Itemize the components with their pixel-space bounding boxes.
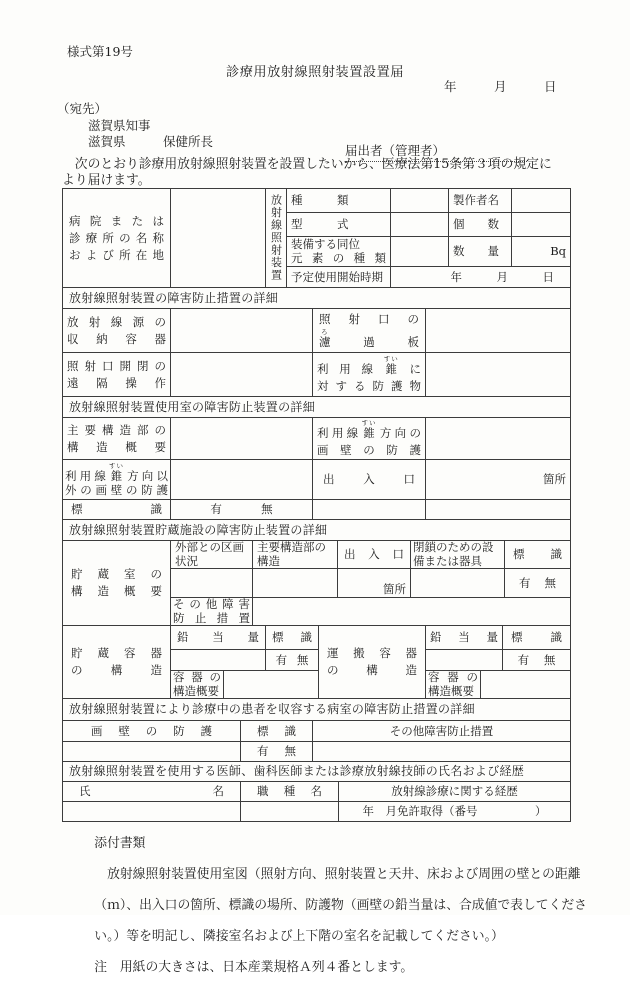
storage-sign-label-cell [505,541,571,569]
transport-yes-no: 有 無 [517,652,556,667]
closure-value-cell [411,569,505,598]
ward-wall-label: 画 壁 の 防 護 [91,723,212,738]
addressee-health-center: 滋賀県 保健所長 [88,134,214,149]
isotope-label: 装備する同位 元 素 の 種 類 [291,237,386,265]
ward-other-label-cell [313,721,571,742]
storage-structure-label-cell [253,541,338,569]
cone-shield-ruby: 錐すい [383,354,399,376]
room-sign-value-cell [171,500,313,520]
filter-label-cell [313,309,426,353]
intro-paragraph [62,157,582,188]
room-entrance-label: 出 入 口 [323,472,415,486]
kind-label: 種 類 [291,193,349,207]
transport-lead-label-cell [426,626,503,650]
storage-entrance-value-cell [338,569,411,598]
ward-wall-value-cell [63,742,241,762]
transport-sign-label: 標 識 [511,630,562,644]
main-structure-label-cell [63,418,171,460]
ward-other-label: その他障害防止措置 [389,723,494,738]
storage-container-label-cell [63,626,171,699]
device-vertical-label-cell [266,189,287,288]
filter-value-cell [426,309,571,353]
kind-label-cell [287,189,391,213]
use-room-title: 放射線照射装置使用室の障害防止装置の詳細 [63,397,571,418]
cone-wall-label: 利 用 線 錐すい 方 向 の 画 壁 の 防 護 [317,418,421,457]
count-label-cell [449,213,512,237]
use-room-table [62,396,571,520]
start-value-cell [391,267,571,288]
storage-room-label: 貯 蔵 室 の 構 造 概 要 [71,567,162,598]
partition-value-cell [171,569,253,598]
transport-sign-value-cell [503,650,571,671]
ward-yes-no: 有 無 [257,744,296,758]
room-entrance-unit: 箇所 [543,472,567,486]
device-prevention-title: 放射線照射装置の障害防止措置の詳細 [63,288,571,309]
qty-unit-cell [512,237,571,267]
storage-container-sign-value-cell [266,650,319,671]
paper-size-note: 注 用紙の大きさは、日本産業規格Ａ列４番とします。 [94,959,414,975]
storage-container-label: 貯 蔵 容 器 の 構 造 [71,646,162,677]
facility-label-cell [63,189,171,288]
filter-ruby: 濾ろ [319,327,331,349]
noncone-wall-label: 利 用 線 錐すい 方 向 以 外 の 画 壁 の 防 護 [65,462,168,497]
storage-lead-label: 鉛 当 量 [177,630,259,644]
cone-shield-label-cell [313,353,426,397]
storage-lead-value-cell [171,650,266,671]
remote-value-cell [171,353,313,397]
attachments-title: 添付書類 [94,835,146,851]
staff-license-cell [339,802,571,822]
kind-value-cell [391,189,449,213]
device-prevention-table [62,287,571,397]
source-container-label: 放 射 線 源 の 収 納 容 器 [67,314,166,346]
noncone-wall-value-cell [171,460,313,500]
storage-title: 放射線照射装置貯蔵施設の障害防止装置の詳細 [63,520,571,541]
room-sign-label-cell [63,500,171,520]
transport-overview-label-cell [426,671,481,699]
partition-label: 外部との区画 状況 [175,540,244,568]
intro-line2: より届けます。 [62,172,151,188]
storage-structure-label: 主要構造部の 構造 [257,540,326,568]
transport-overview-label: 容 器 の 構造概要 [428,670,478,698]
addressee-label: （宛先） [57,101,108,116]
transport-container-label-cell [319,626,426,699]
facility-label: 病 院 ま た は 診 療 所 の 名 称 お よ び 所 在 地 [69,213,164,262]
staff-name-value-cell [63,802,241,822]
storage-entrance-label-cell [338,541,411,569]
noncone-wall-ruby: 錐すい [108,462,124,483]
cone-shield-label: 利 用 線 錐すい に 対 す る 防 護 物 [317,354,421,393]
maker-label-cell [449,189,512,213]
storage-sign-yes-no: 有 無 [519,575,556,590]
storage-other-value-cell [253,598,571,626]
start-label: 予定使用開始時期 [291,269,383,284]
page-title: 診療用放射線照射装置設置届 [226,65,404,80]
ward-sign-label: 標 識 [257,723,296,738]
facility-value-cell [171,189,266,288]
date-line: 年 月 日 [444,79,557,94]
attachment-line-1: 放射線照射装置使用室図（照射方向、照射装置と天井、床および周囲の壁との距離 [94,866,581,882]
ward-sign-value-cell [241,742,313,762]
storage-entrance-unit: 箇所 [383,582,406,596]
start-label-cell [287,267,391,288]
attachment-line-3: い。）等を明記し、隣接室名および上下階の室名を記載してください。） [94,928,504,944]
main-structure-label: 主 要 構 造 部 の 構 造 概 要 [67,422,166,454]
isotope-label-cell [287,237,391,267]
footer-notes [78,820,587,991]
model-label: 型 式 [291,217,349,231]
transport-container-label: 運 搬 容 器 の 構 造 [327,646,417,677]
containers-table [62,625,571,699]
storage-lead-label-cell [171,626,266,650]
form-table [62,188,570,822]
room-sign-label: 標 識 [71,502,162,516]
storage-overview-value-cell [224,671,319,699]
count-label: 個 数 [453,217,499,231]
device-vertical-label: 放射線照射装置 [269,194,283,282]
cone-wall-value-cell [426,418,571,460]
room-entrance-value-cell [426,460,571,500]
storage-room-label-cell [63,541,171,626]
model-label-cell [287,213,391,237]
remote-label: 照 射 口 開 閉 の 遠 隔 操 作 [67,358,166,390]
count-value-cell [512,213,571,237]
ward-sign-label-cell [241,721,313,742]
noncone-wall-label-cell [63,460,171,500]
storage-other-label: そ の 他 障 害 防 止 措 置 [173,597,250,625]
qty-label: 数 量 [453,244,499,258]
cone-wall-label-cell [313,418,426,460]
ward-table [62,698,571,762]
storage-container-sign-label-cell [266,626,319,650]
room-entrance-label-cell [313,460,426,500]
closure-label: 閉鎖のための設 備または器具 [413,540,494,568]
filter-label: 照 射 口 の 濾ろ 過 板 [319,311,419,349]
staff-table [62,761,571,822]
transport-overview-value-cell [481,671,571,699]
storage-container-sign-label: 標 識 [272,630,312,644]
maker-value-cell [512,189,571,213]
staff-job-label: 職 種 名 [257,784,322,798]
ward-title: 放射線照射装置により診療中の患者を収容する病室の障害防止措置の詳細 [63,699,571,721]
form-number: 様式第19号 [67,44,133,59]
qty-label-cell [449,237,512,267]
staff-license-note: 年 月免許取得（番号 ） [362,804,547,818]
staff-title: 放射線照射装置を使用する医師、歯科医師または診療放射線技師の氏名および経歴 [63,762,571,782]
storage-container-yes-no: 有 無 [275,652,309,667]
main-structure-value-cell [171,418,313,460]
storage-overview-label: 容 器 の 構造概要 [173,670,221,698]
cone-shield-value-cell [426,353,571,397]
storage-other-label-cell [171,598,253,626]
storage-sign-label: 標 識 [513,547,562,561]
source-container-value-cell [171,309,313,353]
addressee-governor: 滋賀県知事 [88,118,151,133]
ward-wall-label-cell [63,721,241,742]
staff-history-label-cell [339,782,571,802]
isotope-value-cell [391,237,449,267]
staff-job-value-cell [241,802,339,822]
ward-other-value-cell [313,742,571,762]
notifier-label: 届出者（管理者） [345,141,527,162]
storage-facility-table [62,519,571,626]
remote-label-cell [63,353,171,397]
storage-entrance-label: 出 入 口 [344,547,404,561]
closure-label-cell [411,541,505,569]
model-value-cell [391,213,449,237]
storage-overview-label-cell [171,671,224,699]
transport-lead-label: 鉛 当 量 [430,630,498,644]
storage-structure-value-cell [253,569,338,598]
device-info-table [62,188,571,288]
intro-line1: 次のとおり診療用放射線照射装置を設置したいから、医療法第15条第３項の規定に [62,157,552,172]
storage-sign-value-cell [505,569,571,598]
attachment-line-2: （ｍ）、出入口の箇所、標識の場所、防護物（画壁の鉛当量は、合成値で表してくださ [94,897,587,913]
room-sign-yes-no: 有 無 [210,502,273,516]
room-extra-cell-1 [313,500,426,520]
transport-sign-label-cell [503,626,571,650]
maker-label: 製作者名 [453,193,499,207]
staff-job-label-cell [241,782,339,802]
source-container-label-cell [63,309,171,353]
staff-name-label: 氏 名 [79,784,224,798]
qty-unit: Bq [550,244,566,258]
cone-wall-ruby: 錐すい [361,418,377,440]
room-extra-cell-2 [426,500,571,520]
staff-name-label-cell [63,782,241,802]
transport-lead-value-cell [426,650,503,671]
start-value: 年 月 日 [450,269,554,284]
partition-label-cell [171,541,253,569]
staff-history-label: 放射線診療に関する経歴 [391,784,518,798]
